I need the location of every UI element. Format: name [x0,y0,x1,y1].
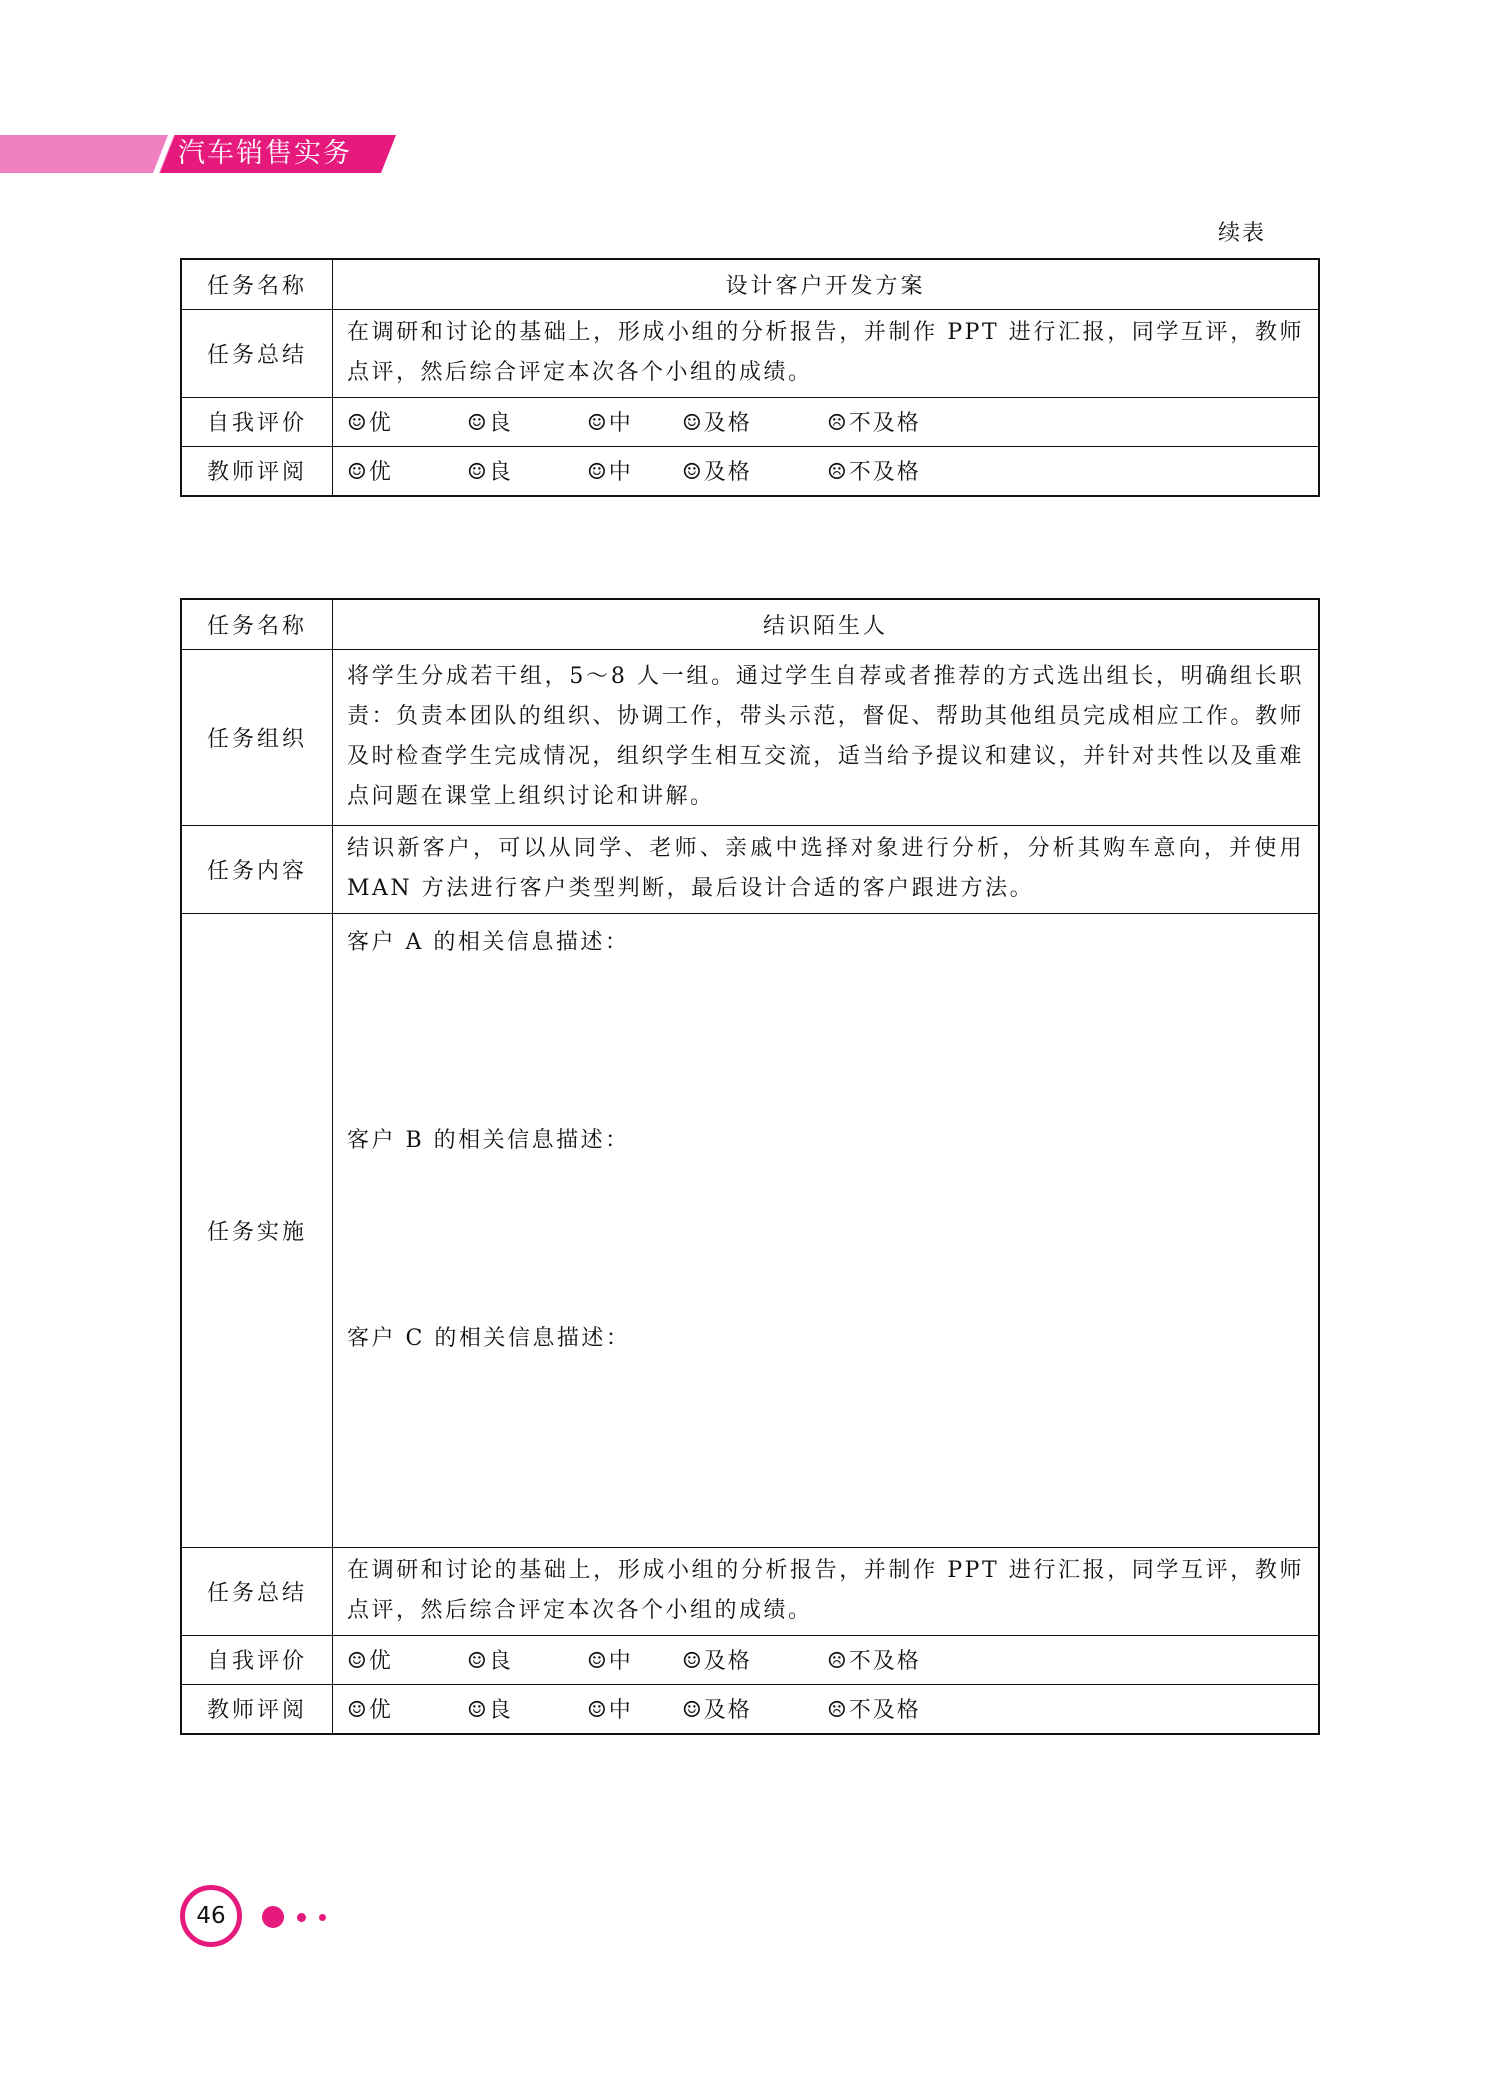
rating-fail[interactable]: ☹不及格 [827,1698,921,1723]
task-org-text: 将学生分成若干组，5～8 人一组。通过学生自荐或者推荐的方式选出组长，明确组长职责：负责本团队的组织、协调工作，带头示范，督促、帮助其他组员完成相应工作。教师及时检查学生完成情况，组织学生相互交流，适当给予提议和建议，并针对共性以及重难点问题在课堂上组织讨论和讲解。 [333,649,1320,825]
teacher-eval-label: 教师评阅 [181,446,333,496]
task-name-label: 任务名称 [181,259,333,309]
task-content-label: 任务内容 [181,825,333,913]
task-summary-text: 在调研和讨论的基础上，形成小组的分析报告，并制作 PPT 进行汇报，同学互评，教师点评，然后综合评定本次各个小组的成绩。 [333,309,1320,397]
rating-good[interactable]: ☺良 [467,411,513,436]
task-summary-label: 任务总结 [181,1547,333,1635]
teacher-eval-label: 教师评阅 [181,1684,333,1734]
teacher-eval-ratings [333,446,1320,496]
task-name-value: 结识陌生人 [333,599,1320,649]
rating-medium[interactable]: ☺中 [587,1649,633,1674]
task-impl-label: 任务实施 [181,913,333,1547]
decor-dot-large [262,1906,284,1928]
rating-good[interactable]: ☺良 [467,1649,513,1674]
task-name-label: 任务名称 [181,599,333,649]
rating-pass[interactable]: ☺及格 [682,1649,752,1674]
rating-good[interactable]: ☺良 [467,460,513,485]
rating-medium[interactable]: ☺中 [587,1698,633,1723]
task-content-text: 结识新客户，可以从同学、老师、亲戚中选择对象进行分析，分析其购车意向，并使用 MAN 方法进行客户类型判断，最后设计合适的客户跟进方法。 [333,825,1320,913]
rating-pass[interactable]: ☺及格 [682,460,752,485]
rating-medium[interactable]: ☺中 [587,460,633,485]
rating-fail[interactable]: ☹不及格 [827,411,921,436]
teacher-eval-ratings [333,1684,1320,1734]
page-number: 46 [180,1885,242,1947]
decor-dot-small [319,1914,326,1921]
customer-c-line: 客户 C 的相关信息描述： [347,1325,631,1351]
task-org-label: 任务组织 [181,649,333,825]
self-eval-ratings [333,397,1320,446]
task-name-value: 设计客户开发方案 [333,259,1320,309]
self-eval-label: 自我评价 [181,397,333,446]
task-impl-area[interactable] [333,913,1320,1547]
rating-excellent[interactable]: ☺优 [347,411,393,436]
rating-fail[interactable]: ☹不及格 [827,460,921,485]
self-eval-ratings [333,1635,1320,1684]
task-table-2 [180,598,1320,1735]
self-eval-label: 自我评价 [181,1635,333,1684]
book-title: 汽车销售实务 [178,138,352,169]
task-table-1 [180,258,1320,497]
customer-a-line: 客户 A 的相关信息描述： [347,929,630,955]
task-summary-label: 任务总结 [181,309,333,397]
rating-pass[interactable]: ☺及格 [682,411,752,436]
rating-excellent[interactable]: ☺优 [347,1649,393,1674]
rating-pass[interactable]: ☺及格 [682,1698,752,1723]
rating-excellent[interactable]: ☺优 [347,460,393,485]
continued-label: 续表 [1218,221,1267,246]
decor-dot-medium [297,1913,306,1922]
customer-b-line: 客户 B 的相关信息描述： [347,1127,630,1153]
rating-excellent[interactable]: ☺优 [347,1698,393,1723]
rating-good[interactable]: ☺良 [467,1698,513,1723]
rating-fail[interactable]: ☹不及格 [827,1649,921,1674]
task-summary-text: 在调研和讨论的基础上，形成小组的分析报告，并制作 PPT 进行汇报，同学互评，教师点评，然后综合评定本次各个小组的成绩。 [333,1547,1320,1635]
rating-medium[interactable]: ☺中 [587,411,633,436]
